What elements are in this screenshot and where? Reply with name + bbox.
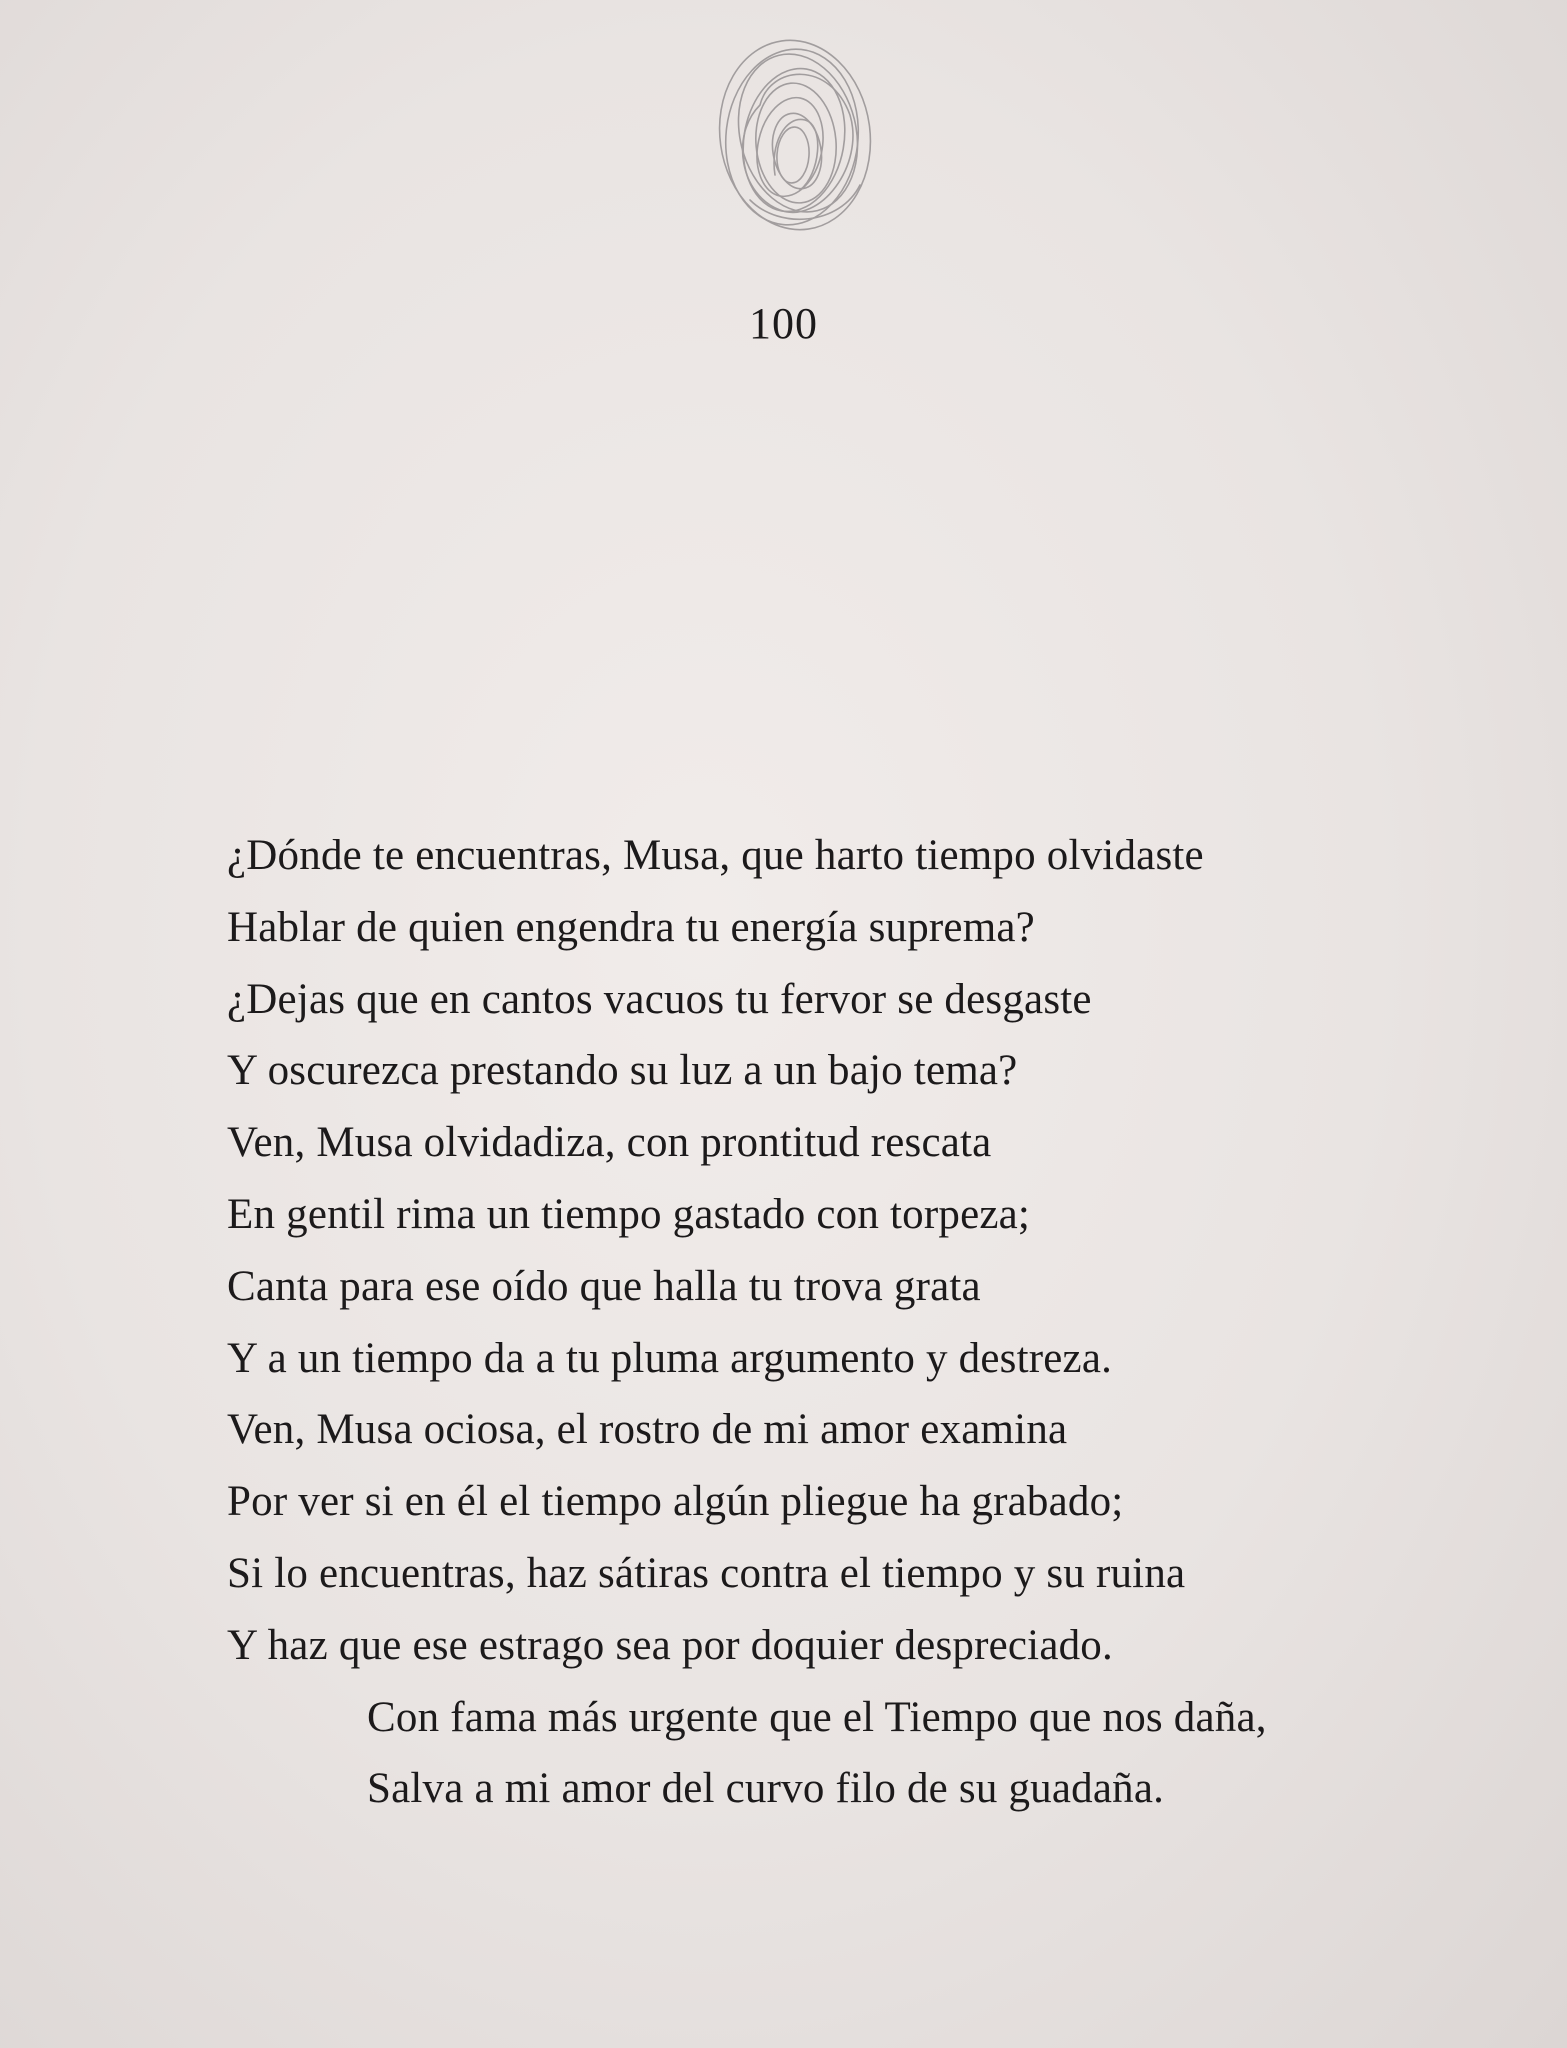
poem-line: Si lo encuentras, haz sátiras contra el tiempo y su ruina [227,1549,1186,1597]
poem-line: ¿Dónde te encuentras, Musa, que harto tiempo olvidaste [227,832,1204,879]
page-number: 100 [749,299,818,348]
poem-line: En gentil rima un tiempo gastado con torpeza; [227,1190,1031,1238]
poem-line: Hablar de quien engendra tu energía suprema? [227,903,1035,951]
couplet-line: Con fama más urgente que el Tiempo que nos daña, [367,1693,1267,1741]
poem-line: Ven, Musa olvidadiza, con prontitud rescata [227,1119,992,1167]
poem-line: Ven, Musa ociosa, el rostro de mi amor examina [227,1406,1068,1454]
poem-line: ¿Dejas que en cantos vacuos tu fervor se desgaste [227,975,1092,1023]
poem-line: Y oscurezca prestando su luz a un bajo tema? [227,1047,1018,1095]
poem-line: Y haz que ese estrago sea por doquier despreciado. [227,1621,1113,1669]
couplet-line: Salva a mi amor del curvo filo de su guadaña. [367,1765,1165,1813]
poem-line: Canta para ese oído que halla tu trova grata [227,1262,981,1310]
sonnet [227,820,1477,1825]
pencil-scribble-icon [700,25,890,255]
poem-line: Y a un tiempo da a tu pluma argumento y destreza. [227,1334,1113,1382]
poem-line: Por ver si en él el tiempo algún pliegue ha grabado; [227,1478,1124,1526]
